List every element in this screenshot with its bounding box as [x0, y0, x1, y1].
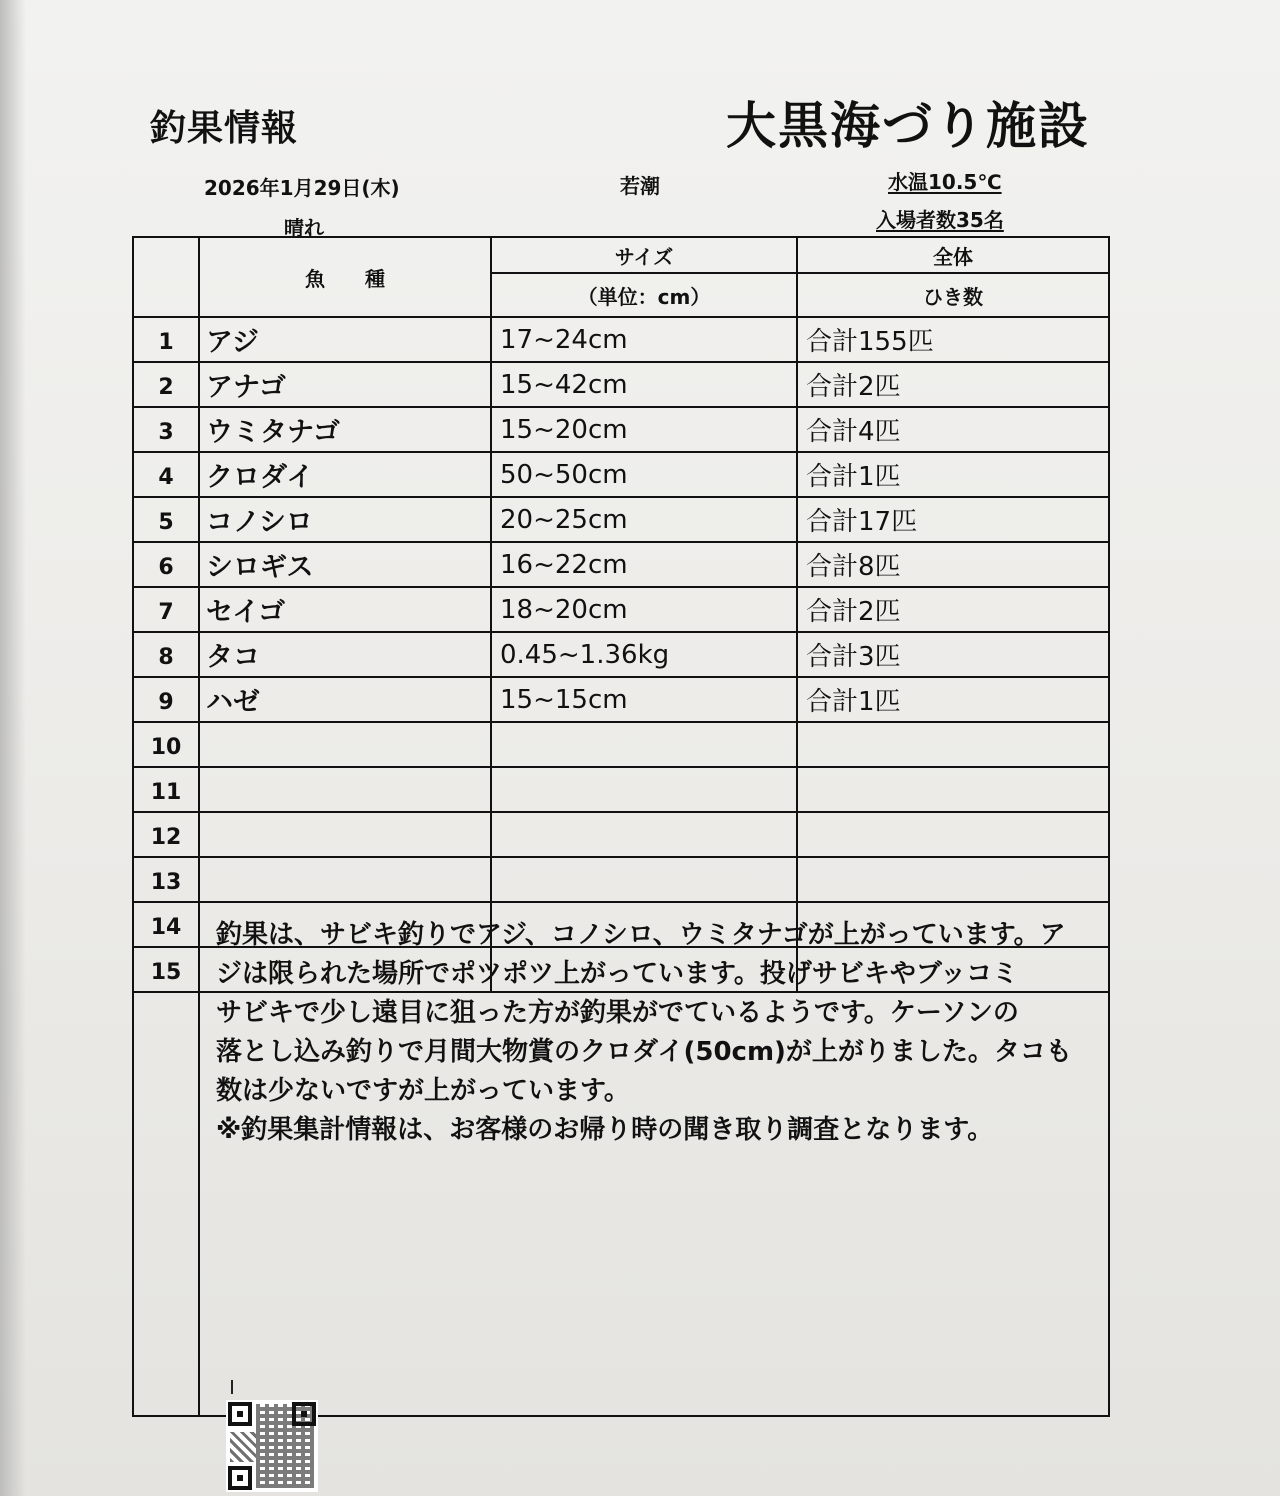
- count-cell: [797, 857, 1109, 902]
- tide-label: 若潮: [620, 174, 660, 198]
- row-number: 6: [133, 542, 199, 587]
- row-number: 7: [133, 587, 199, 632]
- note-line: ※釣果集計情報は、お客様のお帰り時の聞き取り調査となります。: [216, 1115, 994, 1145]
- size-cell: 15~20cm: [491, 407, 797, 452]
- table-row: [133, 452, 1109, 497]
- header-total: 全体: [797, 237, 1109, 273]
- visitor-count: 入場者数35名: [876, 208, 1004, 232]
- count-cell: [797, 722, 1109, 767]
- table-header-row: [133, 237, 1109, 273]
- header-size-unit: （単位：cm）: [491, 273, 797, 317]
- size-cell: [491, 722, 797, 767]
- species-cell: ウミタナゴ: [199, 407, 491, 452]
- row-number: 10: [133, 722, 199, 767]
- weather-label: 晴れ: [284, 216, 324, 240]
- margin-mark: [231, 1380, 233, 1394]
- row-number: 1: [133, 317, 199, 362]
- table-row: [133, 857, 1109, 902]
- size-cell: 18~20cm: [491, 587, 797, 632]
- table-row: [133, 497, 1109, 542]
- facility-name: 大黒海づり施設: [726, 97, 1090, 155]
- count-cell: 合計1匹: [797, 452, 1109, 497]
- header-count: ひき数: [797, 273, 1109, 317]
- note-line: 落とし込み釣りで月間大物賞のクロダイ(50cm)が上がりました。タコも: [216, 1037, 1072, 1067]
- report-date: 2026年1月29日(木): [204, 176, 400, 200]
- count-cell: 合計155匹: [797, 317, 1109, 362]
- table-row: [133, 767, 1109, 812]
- species-cell: タコ: [199, 632, 491, 677]
- species-cell: シロギス: [199, 542, 491, 587]
- species-cell: [199, 767, 491, 812]
- table-row: [133, 632, 1109, 677]
- table-row: [133, 677, 1109, 722]
- size-cell: [491, 812, 797, 857]
- note-line: 釣果は、サビキ釣りでアジ、コノシロ、ウミタナゴが上がっています。ア: [216, 920, 1066, 950]
- header-number-cell: [133, 237, 199, 317]
- table-row: [133, 542, 1109, 587]
- count-cell: 合計1匹: [797, 677, 1109, 722]
- water-temperature: 水温10.5℃: [888, 170, 1002, 194]
- row-number: 11: [133, 767, 199, 812]
- table-row: [133, 317, 1109, 362]
- size-cell: [491, 857, 797, 902]
- species-cell: アナゴ: [199, 362, 491, 407]
- count-cell: 合計4匹: [797, 407, 1109, 452]
- count-cell: 合計2匹: [797, 362, 1109, 407]
- species-cell: [199, 857, 491, 902]
- row-number: 2: [133, 362, 199, 407]
- catch-table: [132, 236, 1110, 1417]
- table-row: [133, 362, 1109, 407]
- count-cell: 合計2匹: [797, 587, 1109, 632]
- page-title: 釣果情報: [150, 108, 299, 149]
- row-number: 13: [133, 857, 199, 902]
- size-cell: 20~25cm: [491, 497, 797, 542]
- notes-gutter-cell: [133, 992, 199, 1416]
- size-cell: 15~42cm: [491, 362, 797, 407]
- species-cell: セイゴ: [199, 587, 491, 632]
- count-cell: 合計3匹: [797, 632, 1109, 677]
- header-size: サイズ: [491, 237, 797, 273]
- count-cell: 合計17匹: [797, 497, 1109, 542]
- species-cell: [199, 722, 491, 767]
- size-cell: 0.45~1.36kg: [491, 632, 797, 677]
- table-row: [133, 812, 1109, 857]
- row-number: 5: [133, 497, 199, 542]
- size-cell: 50~50cm: [491, 452, 797, 497]
- note-line: 数は少ないですが上がっています。: [216, 1076, 630, 1106]
- species-cell: コノシロ: [199, 497, 491, 542]
- size-cell: 16~22cm: [491, 542, 797, 587]
- table-row: [133, 587, 1109, 632]
- size-cell: 15~15cm: [491, 677, 797, 722]
- row-number: 14: [133, 902, 199, 947]
- note-line: ジは限られた場所でポツポツ上がっています。投げサビキやブッコミ: [216, 959, 1019, 989]
- row-number: 12: [133, 812, 199, 857]
- row-number: 9: [133, 677, 199, 722]
- species-cell: ハゼ: [199, 677, 491, 722]
- row-number: 4: [133, 452, 199, 497]
- table-row: [133, 722, 1109, 767]
- header-species: 魚 種: [199, 237, 491, 317]
- species-cell: [199, 812, 491, 857]
- row-number: 15: [133, 947, 199, 992]
- species-cell: クロダイ: [199, 452, 491, 497]
- size-cell: 17~24cm: [491, 317, 797, 362]
- table-row: [133, 407, 1109, 452]
- paper-shadow: [0, 0, 26, 1496]
- count-cell: 合計8匹: [797, 542, 1109, 587]
- note-line: サビキで少し遠目に狙った方が釣果がでているようです。ケーソンの: [216, 998, 1019, 1028]
- fishing-notes: [216, 916, 1106, 1150]
- qr-code-icon: [226, 1400, 318, 1492]
- row-number: 3: [133, 407, 199, 452]
- row-number: 8: [133, 632, 199, 677]
- species-cell: アジ: [199, 317, 491, 362]
- count-cell: [797, 767, 1109, 812]
- size-cell: [491, 767, 797, 812]
- count-cell: [797, 812, 1109, 857]
